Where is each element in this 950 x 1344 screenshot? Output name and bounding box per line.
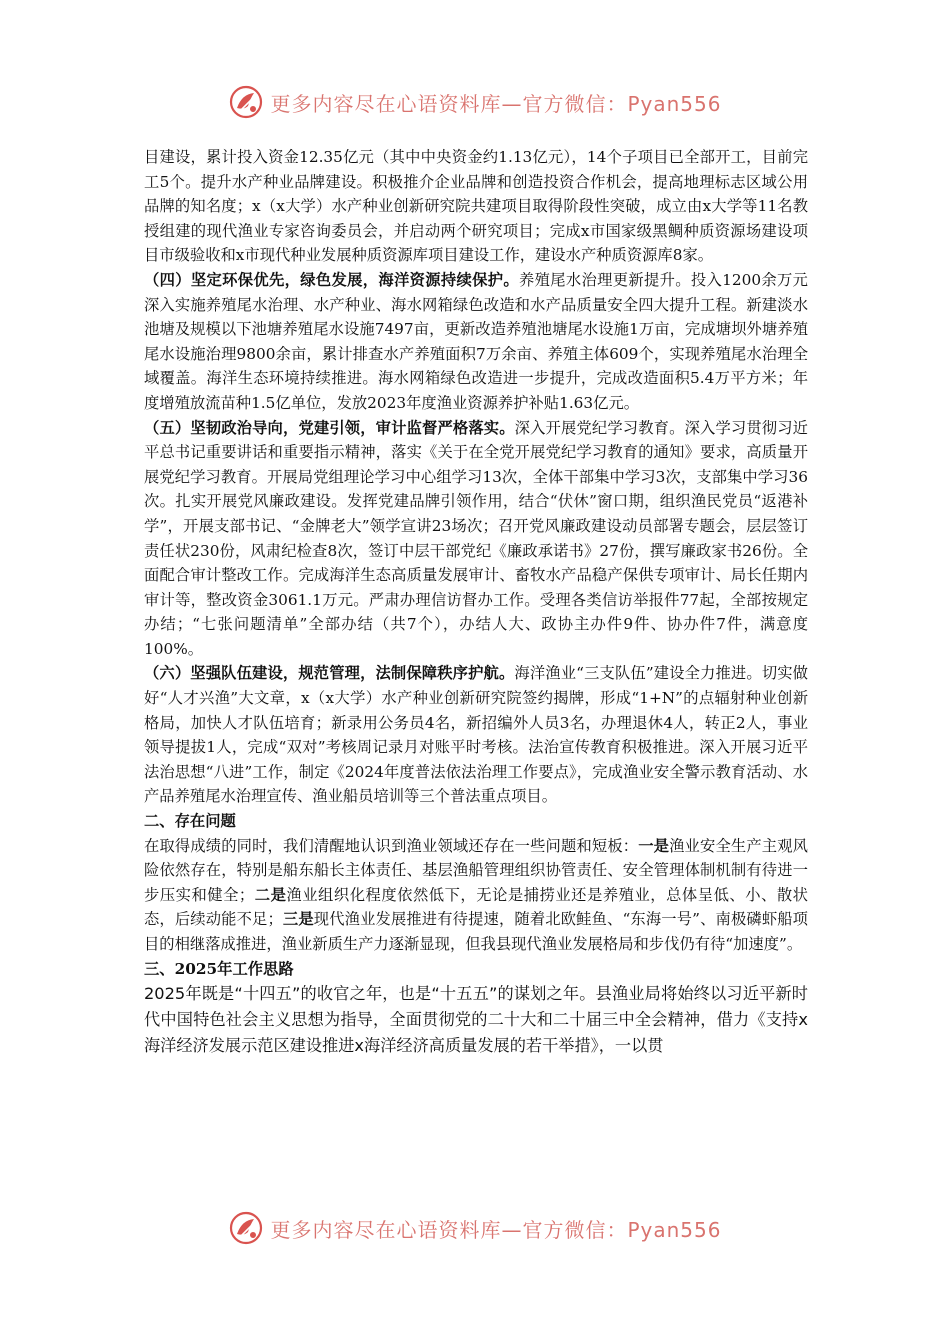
problem-text-3: 现代渔业发展推进有待提速，随着北欧鲑鱼、“东海一号”、南极磷虾船项目的相继落成推进，渔业新质生产力逐渐显现，但我县现代渔业发展格局和步伐仍有待“加速度”。 xyxy=(144,910,808,953)
brand-logo-icon xyxy=(228,84,264,120)
section-6-heading: （六）坚强队伍建设，规范管理，法制保障秩序护航。 xyxy=(144,664,515,683)
problems-paragraph xyxy=(144,834,808,957)
problems-heading-text: 二、存在问题 xyxy=(144,812,236,831)
document-body xyxy=(144,145,808,1059)
plan-heading xyxy=(144,957,808,982)
problems-heading xyxy=(144,809,808,834)
plan-paragraph: 2025年既是“十四五”的收官之年，也是“十五五”的谋划之年。县渔业局将始终以习近平新时代中国特色社会主义思想为指导，全面贯彻党的二十大和二十届三中全会精神，借力《支持x海洋经济发展示范区建设推进x海洋经济高质量发展的若干举措》，一以贯 xyxy=(144,984,808,1056)
problem-marker-2: 二是 xyxy=(254,885,287,904)
paragraph-continuation: 目建设，累计投入资金12.35亿元（其中中央资金约1.13亿元），14个子项目已全部开工，目前完工5个。提升水产种业品牌建设。积极推介企业品牌和创造投资合作机会，提高地理标志区域公用品牌的知名度；x（x大学）水产种业创新研究院共建项目取得阶段性突破，成立由x大学等11名教授组建的现代渔业专家咨询委员会，并启动两个研究项目；完成x市国家级黑鲷种质资源场建设项目市级验收和x市现代种业发展种质资源库项目建设工作，建设水产种质资源库8家。 xyxy=(144,148,808,265)
section-5 xyxy=(144,416,808,662)
section-4-body: 养殖尾水治理更新提升。投入1200余万元深入实施养殖尾水治理、水产种业、海水网箱绿色改造和水产品质量安全四大提升工程。新建淡水池塘及规模以下池塘养殖尾水设施7497亩，更新改造养殖池塘尾水设施1万亩，完成塘坝外塘养殖尾水设施治理9800余亩，累计排查水产养殖面积7万余亩、养殖主体609个，实现养殖尾水治理全域覆盖。海洋生态环境持续推进。海水网箱绿色改造进一步提升，完成改造面积5.4万平方米；年度增殖放流苗种1.5亿单位，发放2023年度渔业资源养护补贴1.63亿元。 xyxy=(144,270,808,412)
problem-marker-3: 三是 xyxy=(282,910,314,929)
section-5-body: 深入开展党纪学习教育。深入学习贯彻习近平总书记重要讲话和重要指示精神，落实《关于在全党开展党纪学习教育的通知》要求，高质量开展党纪学习教育。开展局党组理论学习中心组学习13次，全体干部集中学习3次，支部集中学习36次。扎实开展党风廉政建设。发挥党建品牌引领作用，结合“伏休”窗口期，组织渔民党员“返港补学”，开展支部书记、“金牌老大”领学宣讲23场次；召开党风廉政建设动员部署专题会，层层签订责任状230份，风肃纪检查8次，签订中层干部党纪《廉政承诺书》27份，撰写廉政家书26份。全面配合审计整改工作。完成海洋生态高质量发展审计、畜牧水产品稳产保供专项审计、局长任期内审计等，整改资金3061.1万元。严肃办理信访督办工作。受理各类信访举报件77起，全部按规定办结；“七张问题清单”全部办结（共7个），办结人大、政协主办件9件、协办件7件，满意度100%。 xyxy=(144,418,808,658)
section-4 xyxy=(144,268,808,416)
section-5-heading: （五）坚韧政治导向，党建引领，审计监督严格落实。 xyxy=(144,418,515,437)
problems-intro: 在取得成绩的同时，我们清醒地认识到渔业领域还存在一些问题和短板： xyxy=(144,836,639,855)
watermark-text: 更多内容尽在心语资料库—官方微信：Pyan556 xyxy=(270,1217,722,1242)
section-4-heading: （四）坚定环保优先，绿色发展，海洋资源持续保护。 xyxy=(144,270,520,289)
watermark-banner-bottom xyxy=(0,1208,950,1248)
problem-text-1: 渔业安全生产主观风险依然存在，特别是船东船长主体责任、基层渔船管理组织协管责任、安全管理体制机制有待进一步压实和健全； xyxy=(144,836,808,904)
brand-logo-icon xyxy=(228,1210,264,1246)
section-6-body: 海洋渔业“三支队伍”建设全力推进。切实做好“人才兴渔”大文章，x（x大学）水产种业创新研究院签约揭牌，形成“1+N”的点辐射种业创新格局，加快人才队伍培育；新录用公务员4名，新招编外人员3名，办理退休4人，转正2人，事业领导提拔1人，完成“双对”考核周记录月对账平时考核。法治宣传教育积极推进。深入开展习近平法治思想“八进”工作，制定《2024年度普法依法治理工作要点》，完成渔业安全警示教育活动、水产品养殖尾水治理宣传、渔业船员培训等三个普法重点项目。 xyxy=(144,664,808,806)
problem-text-2: 渔业组织化程度依然低下，无论是捕捞业还是养殖业，总体呈低、小、散状态，后续动能不足； xyxy=(144,885,808,929)
problem-marker-1: 一是 xyxy=(638,836,670,855)
section-6 xyxy=(144,661,808,809)
plan-heading-text: 三、2025年工作思路 xyxy=(144,959,294,978)
watermark-text: 更多内容尽在心语资料库—官方微信：Pyan556 xyxy=(270,91,722,116)
watermark-banner-top xyxy=(0,82,950,122)
